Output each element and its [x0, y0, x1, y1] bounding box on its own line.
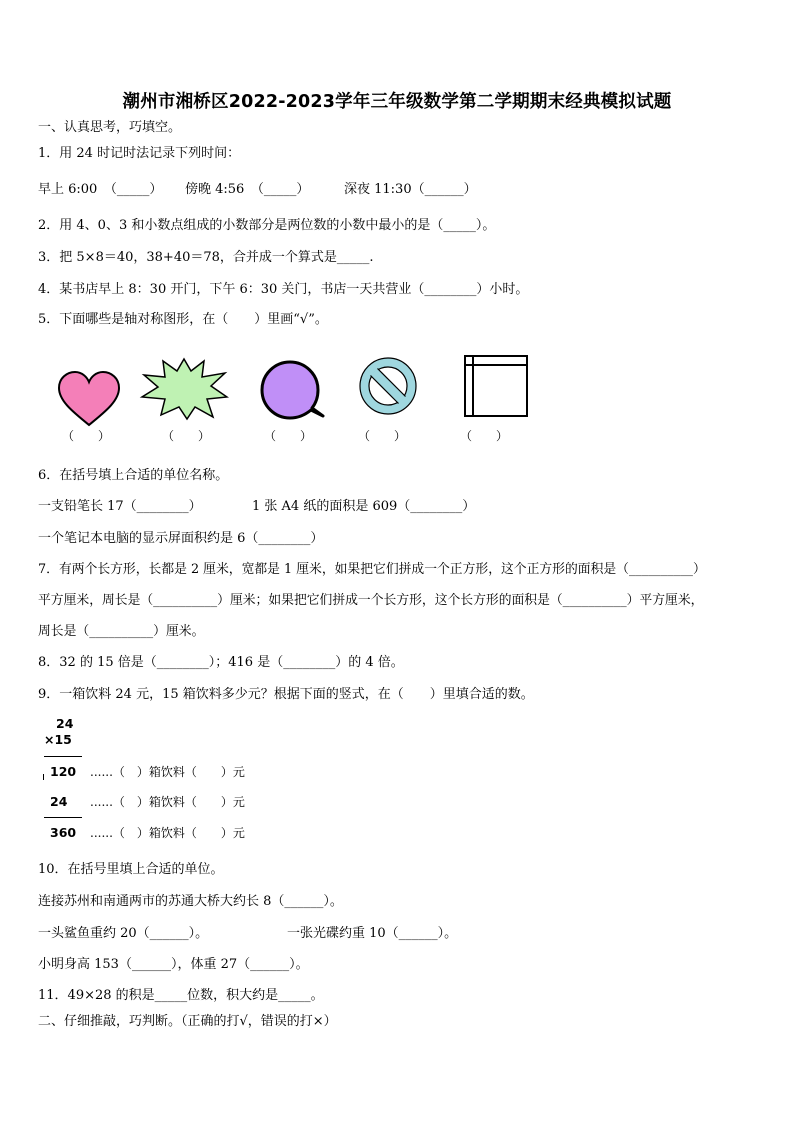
speech-bubble-shape — [259, 360, 329, 422]
question-3[interactable]: 3．把 5×8＝40，38+40＝78，合并成一个算式是_____. — [38, 250, 374, 265]
calc-divider-line — [44, 756, 82, 757]
square-frame-shape — [463, 354, 529, 418]
section-2-heading: 二、仔细推敲，巧判断。（正确的打√，错误的打×） — [38, 1014, 337, 1029]
question-6-blank-c[interactable]: 一个笔记本电脑的显示屏面积约是 6（________） — [38, 531, 324, 546]
question-1-stem: 1．用 24 时记时法记录下列时间： — [38, 146, 241, 161]
star-burst-shape — [139, 357, 229, 421]
question-10-blank-c[interactable]: 一张光碟约重 10（______）。 — [287, 926, 458, 941]
question-4[interactable]: 4．某书店早上 8：30 开门，下午 6：30 关门，书店一天共营业（________）小时。 — [38, 282, 529, 297]
question-6-blank-a[interactable]: 一支铅笔长 17（________） — [38, 499, 202, 514]
question-7-line-3[interactable]: 周长是（__________）厘米。 — [38, 624, 205, 639]
question-6-stem: 6．在括号填上合适的单位名称。 — [38, 468, 229, 483]
question-10-blank-b[interactable]: 一头鲨鱼重约 20（______）。 — [38, 926, 209, 941]
partial-product-2-blank[interactable]: ......（ ）箱饮料（ ）元 — [90, 795, 245, 809]
question-1-blank-b[interactable]: 傍晚 4:56 （_____） — [185, 182, 310, 197]
section-1-heading: 一、认真思考，巧填空。 — [38, 120, 182, 135]
partial-product-2: 24 — [50, 794, 68, 809]
page-title: 潮州市湘桥区2022-2023学年三年级数学第二学期期末经典模拟试题 — [122, 92, 672, 112]
answer-paren-2[interactable]: （ ） — [162, 429, 211, 443]
multiplier: ×15 — [44, 732, 72, 747]
heart-shape — [56, 370, 122, 428]
answer-paren-3[interactable]: （ ） — [264, 429, 313, 443]
product-total-blank[interactable]: ......（ ）箱饮料（ ）元 — [90, 826, 245, 840]
product-total: 360 — [50, 825, 77, 840]
calc-tick — [43, 774, 44, 780]
question-10-stem: 10．在括号里填上合适的单位。 — [38, 862, 224, 877]
question-5-stem: 5．下面哪些是轴对称图形，在（ ）里画“√”。 — [38, 312, 328, 327]
answer-paren-1[interactable]: （ ） — [62, 429, 111, 443]
answer-paren-4[interactable]: （ ） — [358, 429, 407, 443]
question-11[interactable]: 11．49×28 的积是_____位数，积大约是_____。 — [38, 988, 324, 1003]
question-7-line-2[interactable]: 平方厘米，周长是（__________）厘米；如果把它们拼成一个长方形，这个长方形的面积是（__________）平方厘米， — [38, 593, 704, 608]
multiplicand: 24 — [56, 716, 74, 731]
question-8[interactable]: 8．32 的 15 倍是（________）；416 是（________）的 4 倍。 — [38, 655, 404, 670]
question-10-blank-a[interactable]: 连接苏州和南通两市的苏通大桥大约长 8（______）。 — [38, 894, 343, 909]
question-1-blank-a[interactable]: 早上 6:00 （_____） — [38, 182, 163, 197]
question-6-blank-b[interactable]: 1 张 A4 纸的面积是 609（________） — [252, 499, 476, 514]
question-7-line-1[interactable]: 7．有两个长方形，长都是 2 厘米，宽都是 1 厘米，如果把它们拼成一个正方形，这个正方形的面积是（__________） — [38, 562, 706, 577]
calc-divider-line — [44, 817, 82, 818]
partial-product-1: 120 — [50, 764, 77, 779]
partial-product-1-blank[interactable]: ......（ ）箱饮料（ ）元 — [90, 765, 245, 779]
question-1-blank-c[interactable]: 深夜 11:30（______） — [344, 182, 477, 197]
no-sign-icon — [357, 355, 419, 417]
question-2[interactable]: 2．用 4、0、3 和小数点组成的小数部分是两位数的小数中最小的是（_____）。 — [38, 218, 496, 233]
answer-paren-5[interactable]: （ ） — [460, 429, 509, 443]
question-10-blank-d[interactable]: 小明身高 153（______），体重 27（______）。 — [38, 957, 309, 972]
question-9-stem: 9．一箱饮料 24 元，15 箱饮料多少元？根据下面的竖式，在（ ）里填合适的数。 — [38, 687, 534, 702]
